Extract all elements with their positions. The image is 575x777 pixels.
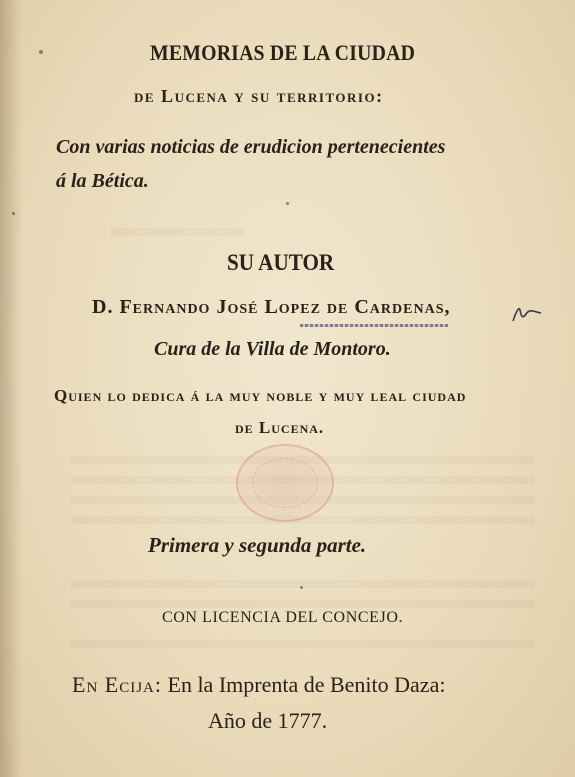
imprint-line — [72, 672, 445, 698]
foxing-speck — [39, 50, 43, 54]
parts-line: Primera y segunda parte. — [148, 533, 367, 557]
bleed-through — [110, 228, 245, 236]
subtitle-line-2: á la Bética. — [56, 170, 149, 192]
foxing-speck — [12, 212, 15, 215]
author-heading: SU AUTOR — [227, 250, 335, 275]
author-name: D. Fernando José Lopez de Cardenas, — [92, 296, 451, 318]
binding-shadow — [0, 0, 22, 777]
bleed-through — [70, 640, 535, 648]
imprint-place: En Ecija: — [72, 672, 162, 697]
library-stamp — [236, 444, 334, 522]
dedication-line-2: de Lucena. — [235, 418, 325, 437]
title-line-2: de Lucena y su territorio: — [134, 86, 384, 106]
dedication-line-1: Quien lo dedica á la muy noble y muy leal ciudad — [54, 386, 467, 405]
bleed-through — [70, 600, 535, 608]
subtitle — [56, 130, 445, 198]
license-line: CON LICENCIA DEL CONCEJO. — [162, 609, 404, 626]
foxing-speck — [286, 202, 289, 205]
subtitle-line-1: Con varias noticias de erudicion pertenecientes — [56, 136, 446, 158]
imprint-printer: En la Imprenta de Benito Daza: — [167, 672, 446, 697]
pencil-mark-icon — [510, 302, 544, 324]
ink-underline — [300, 324, 448, 327]
author-role: Cura de la Villa de Montoro. — [154, 338, 391, 360]
foxing-speck — [300, 586, 303, 589]
imprint-year: Año de 1777. — [208, 708, 328, 733]
title-line-1: MEMORIAS DE LA CIUDAD — [150, 40, 416, 65]
